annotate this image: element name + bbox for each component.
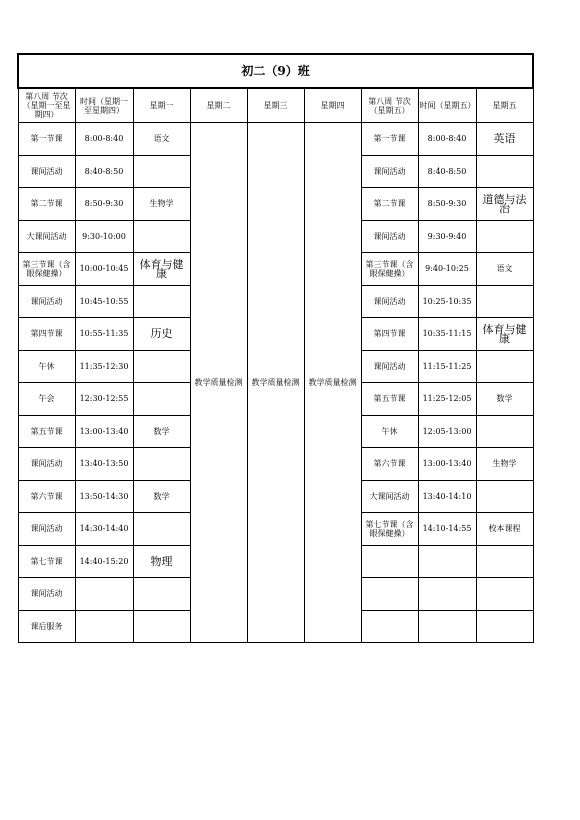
left-period: 课间活动	[18, 513, 75, 546]
exam-cell-tue: 教学质量检测	[190, 123, 247, 643]
monday-subject: 体育与健康	[133, 253, 190, 286]
right-period: 课间活动	[361, 350, 418, 383]
friday-subject: 体育与健康	[476, 318, 533, 351]
friday-subject: 语文	[476, 253, 533, 286]
left-period: 大课间活动	[18, 220, 75, 253]
header-friday: 星期五	[476, 88, 533, 123]
monday-subject	[133, 448, 190, 481]
left-time: 14:30-14:40	[75, 513, 133, 546]
monday-subject: 数学	[133, 415, 190, 448]
timetable	[17, 53, 534, 643]
right-period: 第四节课	[361, 318, 418, 351]
friday-subject: 道德与法治	[476, 188, 533, 221]
right-time: 9:30-9:40	[418, 220, 476, 253]
right-period: 课间活动	[361, 220, 418, 253]
right-period: 第七节课（含眼保健操）	[361, 513, 418, 546]
monday-subject	[133, 155, 190, 188]
left-time: 10:45-10:55	[75, 285, 133, 318]
friday-subject	[476, 578, 533, 611]
table-row	[18, 123, 533, 156]
left-time: 13:50-14:30	[75, 480, 133, 513]
left-time	[75, 610, 133, 643]
header-right-period: 第八周 节次（星期五）	[361, 88, 418, 123]
class-title: 初二（9）班	[18, 54, 533, 88]
header-row	[18, 88, 533, 123]
left-period: 午会	[18, 383, 75, 416]
right-period	[361, 610, 418, 643]
right-time: 11:15-11:25	[418, 350, 476, 383]
friday-subject	[476, 415, 533, 448]
left-time	[75, 578, 133, 611]
right-time: 13:40-14:10	[418, 480, 476, 513]
right-time: 13:00-13:40	[418, 448, 476, 481]
left-period: 课后服务	[18, 610, 75, 643]
right-period: 大课间活动	[361, 480, 418, 513]
header-monday: 星期一	[133, 88, 190, 123]
left-time: 10:55-11:35	[75, 318, 133, 351]
right-time	[418, 545, 476, 578]
left-period: 第六节课	[18, 480, 75, 513]
left-period: 第五节课	[18, 415, 75, 448]
right-time: 14:10-14:55	[418, 513, 476, 546]
friday-subject: 数学	[476, 383, 533, 416]
friday-subject	[476, 350, 533, 383]
left-period: 课间活动	[18, 578, 75, 611]
monday-subject: 历史	[133, 318, 190, 351]
left-time: 8:40-8:50	[75, 155, 133, 188]
friday-subject	[476, 285, 533, 318]
left-time: 14:40-15:20	[75, 545, 133, 578]
header-thursday: 星期四	[304, 88, 361, 123]
right-period	[361, 578, 418, 611]
friday-subject: 生物学	[476, 448, 533, 481]
right-period: 课间活动	[361, 155, 418, 188]
monday-subject: 生物学	[133, 188, 190, 221]
monday-subject	[133, 285, 190, 318]
friday-subject	[476, 155, 533, 188]
exam-cell-wed: 教学质量检测	[247, 123, 304, 643]
monday-subject	[133, 350, 190, 383]
monday-subject: 语文	[133, 123, 190, 156]
friday-subject	[476, 480, 533, 513]
right-time	[418, 610, 476, 643]
left-time: 13:40-13:50	[75, 448, 133, 481]
left-period: 课间活动	[18, 448, 75, 481]
monday-subject	[133, 578, 190, 611]
right-time	[418, 578, 476, 611]
header-right-time: 时间（星期五）	[418, 88, 476, 123]
right-time: 10:35-11:15	[418, 318, 476, 351]
right-time: 8:40-8:50	[418, 155, 476, 188]
monday-subject	[133, 220, 190, 253]
left-period: 第四节课	[18, 318, 75, 351]
right-time: 8:00-8:40	[418, 123, 476, 156]
left-period: 课间活动	[18, 155, 75, 188]
friday-subject	[476, 220, 533, 253]
left-period: 第二节课	[18, 188, 75, 221]
left-period: 午休	[18, 350, 75, 383]
right-time: 10:25-10:35	[418, 285, 476, 318]
right-period: 第三节课（含眼保健操）	[361, 253, 418, 286]
friday-subject: 英语	[476, 123, 533, 156]
friday-subject: 校本课程	[476, 513, 533, 546]
right-period: 第一节课	[361, 123, 418, 156]
right-time: 11:25-12:05	[418, 383, 476, 416]
right-period: 第二节课	[361, 188, 418, 221]
left-time: 8:00-8:40	[75, 123, 133, 156]
right-period: 午休	[361, 415, 418, 448]
friday-subject	[476, 610, 533, 643]
header-tuesday: 星期二	[190, 88, 247, 123]
left-time: 12:30-12:55	[75, 383, 133, 416]
right-period: 第六节课	[361, 448, 418, 481]
monday-subject: 数学	[133, 480, 190, 513]
left-period: 课间活动	[18, 285, 75, 318]
monday-subject	[133, 513, 190, 546]
exam-cell-thu: 教学质量检测	[304, 123, 361, 643]
right-period: 课间活动	[361, 285, 418, 318]
left-period: 第七节课	[18, 545, 75, 578]
timetable-sheet	[17, 53, 532, 643]
left-time: 13:00-13:40	[75, 415, 133, 448]
monday-subject	[133, 383, 190, 416]
monday-subject	[133, 610, 190, 643]
header-wednesday: 星期三	[247, 88, 304, 123]
right-time: 9:40-10:25	[418, 253, 476, 286]
left-period: 第三节课（含眼保健操）	[18, 253, 75, 286]
header-left-period: 第八周 节次（星期一至星期四）	[18, 88, 75, 123]
left-period: 第一节课	[18, 123, 75, 156]
monday-subject: 物理	[133, 545, 190, 578]
friday-subject	[476, 545, 533, 578]
right-time: 12:05-13:00	[418, 415, 476, 448]
header-left-time: 时间（星期一至星期四）	[75, 88, 133, 123]
left-time: 9:30-10:00	[75, 220, 133, 253]
left-time: 10:00-10:45	[75, 253, 133, 286]
left-time: 8:50-9:30	[75, 188, 133, 221]
left-time: 11:35-12:30	[75, 350, 133, 383]
right-period	[361, 545, 418, 578]
right-time: 8:50-9:30	[418, 188, 476, 221]
right-period: 第五节课	[361, 383, 418, 416]
